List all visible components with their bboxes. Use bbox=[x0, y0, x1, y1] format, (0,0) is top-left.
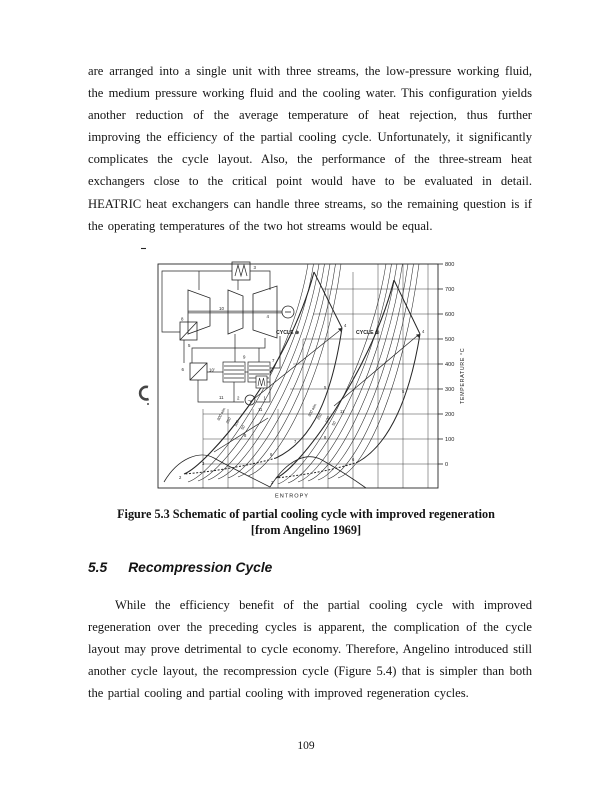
svg-text:6: 6 bbox=[181, 367, 184, 372]
coolers bbox=[223, 362, 270, 388]
section-number: 5.5 bbox=[88, 560, 108, 575]
figure-5-3 bbox=[118, 244, 472, 502]
svg-text:11: 11 bbox=[219, 395, 224, 400]
motor-tilde: ~ bbox=[247, 398, 251, 405]
isobar-labels-a bbox=[215, 407, 246, 431]
svg-text:1: 1 bbox=[263, 395, 266, 401]
svg-text:250: 250 bbox=[315, 412, 323, 421]
page-number: 109 bbox=[297, 740, 315, 752]
scan-speck bbox=[147, 403, 149, 405]
aux-heater bbox=[256, 376, 267, 388]
x-axis-label: ENTROPY bbox=[275, 493, 310, 500]
svg-text:11: 11 bbox=[340, 409, 345, 414]
svg-text:7: 7 bbox=[272, 358, 275, 363]
cooler-1 bbox=[223, 362, 245, 382]
svg-text:250: 250 bbox=[224, 416, 232, 425]
svg-text:2: 2 bbox=[179, 475, 182, 480]
svg-text:10': 10' bbox=[209, 367, 215, 373]
svg-text:100: 100 bbox=[232, 419, 240, 428]
svg-text:50: 50 bbox=[239, 424, 246, 431]
tick-0: 0 bbox=[445, 462, 449, 468]
tick-500: 500 bbox=[445, 337, 455, 343]
y-axis-label: TEMPERATURE °C bbox=[460, 347, 466, 404]
svg-text:8: 8 bbox=[324, 435, 327, 440]
cycle-a-label: CYCLE ⊛ bbox=[276, 330, 300, 336]
scan-smudge bbox=[140, 387, 148, 400]
svg-text:2: 2 bbox=[237, 395, 240, 401]
saturation-domes bbox=[164, 455, 366, 488]
svg-text:5: 5 bbox=[402, 389, 405, 394]
tick-200: 200 bbox=[445, 412, 455, 418]
svg-text:9: 9 bbox=[243, 354, 246, 360]
svg-text:2: 2 bbox=[271, 480, 274, 485]
paragraph-1: are arranged into a single unit with three streams, the low-pressure working fluid, the medium pressure working fluid and the cooling water. This configuration yields another reduction of the average temperature of heat rejection, thus further improving the efficiency of the partial cooling cycle. Unfortunately, it significantly complicates the cycle layout. Also, the performance of the three-stream heat exchangers close to the critical point would have to be evaluated in detail. HEATRIC heat exchangers can handle three streams, so the remaining question is if the operating temperatures of the two hot streams would be equal. bbox=[88, 64, 532, 233]
svg-text:100: 100 bbox=[323, 415, 331, 424]
paragraph-2: While the efficiency benefit of the partial cooling cycle with improved regeneration over the preceding cycles is apparent, the complication of the cycle layout may prove detrimental to cycle economy. Therefore, Angelino introduced still another cycle layout, the recompression cycle (Figure 5.4) that is simpler than both the partial cooling and partial cooling with improved regeneration cycles. bbox=[88, 598, 532, 701]
tick-400: 400 bbox=[445, 362, 455, 368]
svg-text:6: 6 bbox=[352, 457, 355, 462]
cycle-schematic bbox=[162, 262, 294, 405]
svg-text:8: 8 bbox=[181, 316, 184, 322]
figure-caption-line2: [from Angelino 1969] bbox=[250, 522, 362, 537]
svg-text:5: 5 bbox=[324, 385, 327, 390]
figure-caption-line1: Figure 5.3 Schematic of partial cooling cycle with improved regeneration bbox=[117, 507, 495, 521]
isobar-bundle-b bbox=[278, 264, 419, 484]
svg-text:11: 11 bbox=[258, 407, 263, 412]
figure-image bbox=[118, 244, 472, 502]
section-heading bbox=[88, 560, 272, 575]
tick-600: 600 bbox=[445, 312, 455, 318]
figure-caption bbox=[0, 507, 612, 538]
svg-text:4: 4 bbox=[344, 323, 347, 328]
temperature-axis-ticks bbox=[438, 264, 443, 464]
svg-text:7: 7 bbox=[294, 439, 297, 444]
tick-300: 300 bbox=[445, 387, 455, 393]
section-title: Recompression Cycle bbox=[128, 560, 273, 575]
svg-text:10: 10 bbox=[219, 306, 224, 311]
tick-100: 100 bbox=[445, 437, 455, 443]
cycle-b-label: CYCLE ① bbox=[356, 330, 380, 336]
svg-text:4: 4 bbox=[266, 314, 269, 319]
svg-text:8: 8 bbox=[244, 433, 247, 438]
tick-700: 700 bbox=[445, 287, 455, 293]
svg-text:3: 3 bbox=[202, 461, 205, 466]
svg-text:6: 6 bbox=[270, 452, 273, 457]
svg-text:5: 5 bbox=[188, 343, 191, 348]
svg-text:300 atm: 300 atm bbox=[306, 402, 318, 418]
svg-text:300 atm: 300 atm bbox=[215, 406, 227, 422]
heater-coil-icon bbox=[235, 265, 247, 276]
svg-text:50: 50 bbox=[330, 420, 337, 427]
tick-800: 800 bbox=[445, 262, 455, 268]
svg-text:3: 3 bbox=[253, 265, 256, 270]
temperature-tick-labels bbox=[445, 262, 454, 468]
svg-text:4: 4 bbox=[422, 329, 425, 334]
